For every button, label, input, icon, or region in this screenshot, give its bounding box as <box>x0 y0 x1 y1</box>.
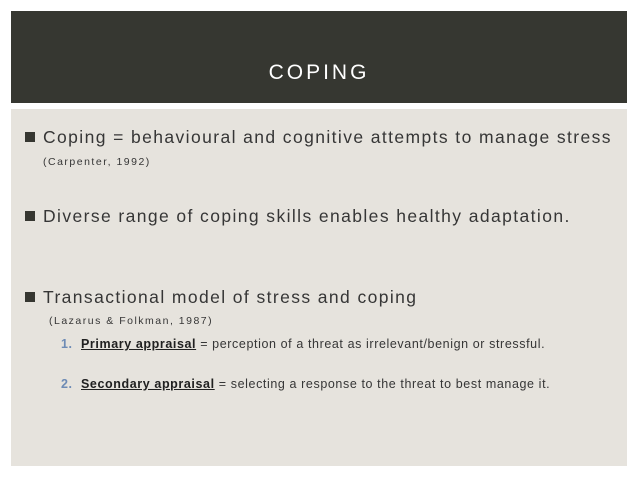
title-bar <box>11 11 627 103</box>
appraisal-term: Secondary appraisal <box>81 377 215 391</box>
bullet-text: Coping = behavioural and cognitive attempts to manage stress <box>43 127 612 147</box>
bullet-coping-skills <box>25 205 615 227</box>
bullet-coping-definition <box>25 126 615 173</box>
bullet-square-icon <box>25 132 35 142</box>
citation: (Carpenter, 1992) <box>43 156 151 168</box>
list-number: 1. <box>61 337 73 351</box>
bullet-square-icon <box>25 211 35 221</box>
bullet-text: Diverse range of coping skills enables healthy adaptation. <box>43 206 571 226</box>
bullet-transactional-model <box>25 286 615 308</box>
list-number: 2. <box>61 377 73 391</box>
citation: (Lazarus & Folkman, 1987) <box>49 315 214 327</box>
bullet-square-icon <box>25 292 35 302</box>
appraisal-item-primary <box>61 336 601 353</box>
appraisal-definition: = selecting a response to the threat to best manage it. <box>214 377 551 391</box>
appraisal-definition: = perception of a threat as irrelevant/benign or stressful. <box>196 337 546 351</box>
content-panel <box>11 109 627 466</box>
slide-title: COPING <box>268 61 370 84</box>
appraisal-term: Primary appraisal <box>81 337 197 351</box>
bullet-text: Transactional model of stress and coping <box>43 287 418 307</box>
appraisal-item-secondary <box>61 376 601 393</box>
